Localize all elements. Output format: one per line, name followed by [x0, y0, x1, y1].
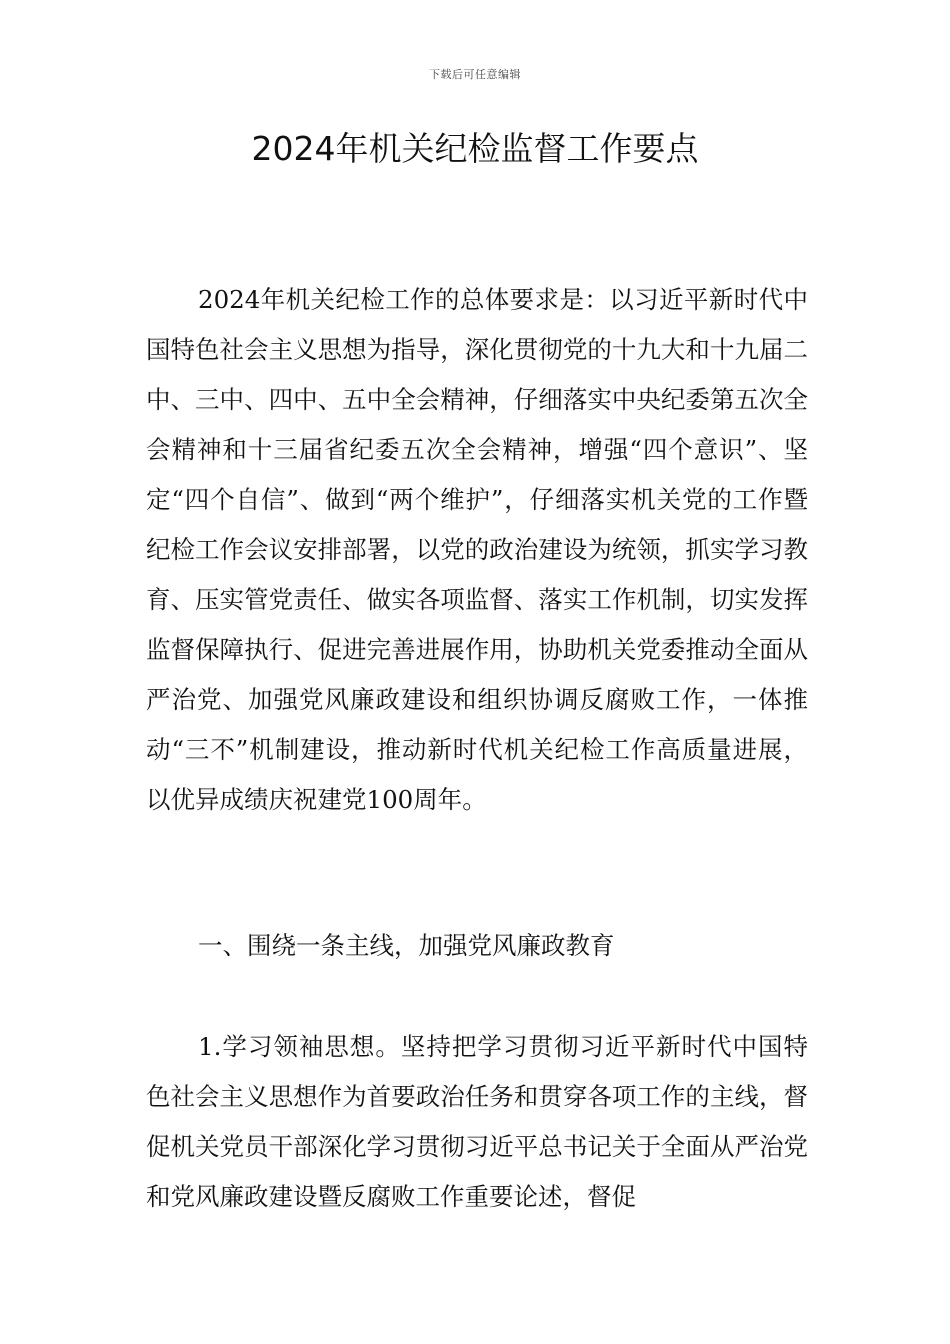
- document-title: 2024年机关纪检监督工作要点: [251, 129, 699, 168]
- section-heading-1: 一、围绕一条主线，加强党风廉政教育: [198, 931, 615, 960]
- item-1-paragraph: 1.学习领袖思想。坚持把学习贯彻习近平新时代中国特色社会主义思想作为首要政治任务和贯穿各项工作的主线，督促机关党员干部深化学习贯彻习近平总书记关于全面从严治党和党风廉政建设暨反腐败工作重要论述，督促: [146, 1032, 808, 1211]
- header-note: 下载后可任意编辑: [429, 68, 521, 81]
- intro-paragraph: 2024年机关纪检工作的总体要求是：以习近平新时代中国特色社会主义思想为指导，深化贯彻党的十九大和十九届二中、三中、四中、五中全会精神，仔细落实中央纪委第五次全会精神和十三届省纪委五次全会精神，增强“四个意识”、坚定“四个自信”、做到“两个维护”，仔细落实机关党的工作暨纪检工作会议安排部署，以党的政治建设为统领，抓实学习教育、压实管党责任、做实各项监督、落实工作机制，切实发挥监督保障执行、促进完善进展作用，协助机关党委推动全面从严治党、加强党风廉政建设和组织协调反腐败工作，一体推动“三不”机制建设，推动新时代机关纪检工作高质量进展，以优异成绩庆祝建党100周年。: [146, 285, 808, 814]
